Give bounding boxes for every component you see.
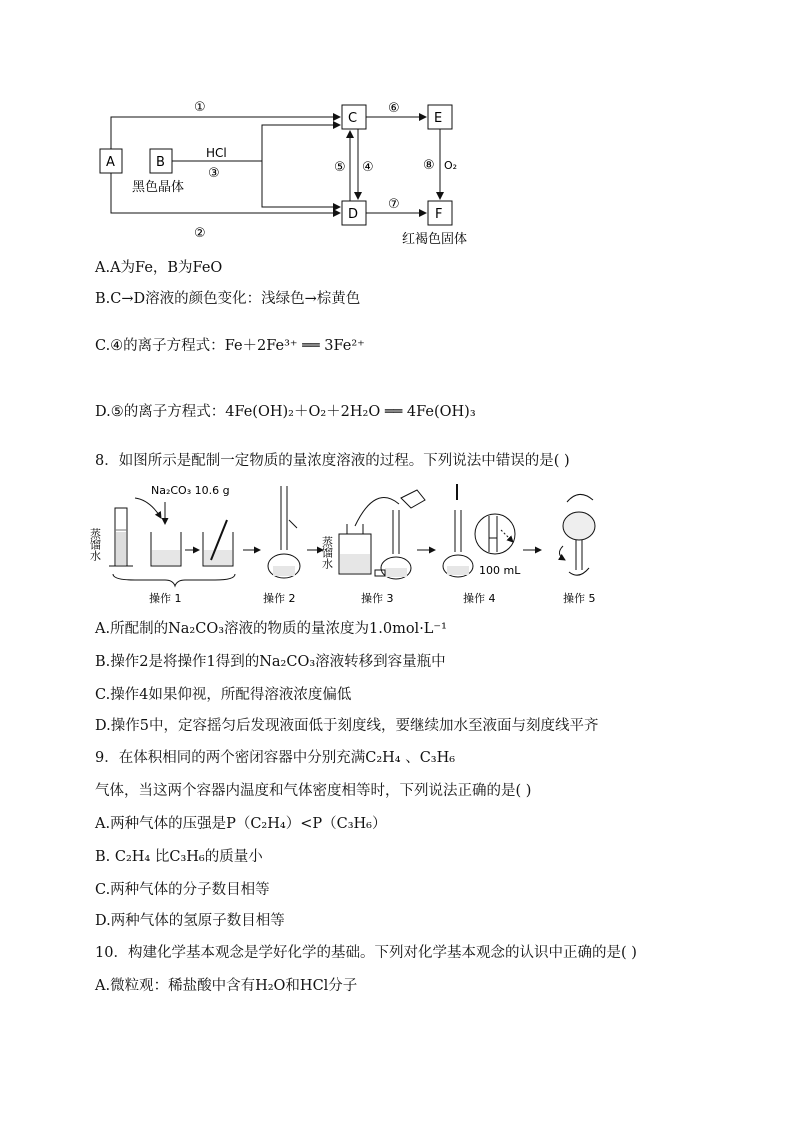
route-5-label: ⑤	[334, 160, 346, 175]
route-2-label: ②	[194, 226, 206, 241]
iron-conversion-diagram	[90, 95, 500, 255]
volumetric-flask-icon-2	[375, 490, 425, 579]
q7-option-c	[95, 336, 365, 356]
route-4-label: ④	[362, 160, 374, 175]
beaker-icon-1	[151, 532, 181, 566]
q9-option-c: C.两种气体的分子数目相等	[95, 882, 270, 898]
volumetric-flask-icon-1	[268, 486, 300, 578]
q9-option-a: A.两种气体的压强是P（C₂H₄）<P（C₃H₆）	[95, 816, 387, 832]
op1-label: 操作 1	[149, 592, 182, 605]
f-caption: 红褐色固体	[402, 232, 468, 247]
route-1-label: ①	[194, 100, 206, 115]
beaker-icon-2	[203, 520, 233, 566]
water-label-1: 蒸馏水	[88, 528, 102, 561]
op1-brace	[113, 574, 235, 586]
q8-option-b: B.操作2是将操作1得到的Na₂CO₃溶液转移到容量瓶中	[95, 654, 446, 670]
q7-option-a: A.A为Fe，B为FeO	[95, 260, 223, 276]
shaking-flask-icon	[559, 494, 595, 575]
b-caption: 黑色晶体	[132, 180, 185, 195]
water-label-2: 蒸馏水	[320, 536, 334, 569]
q7-option-d-prefix: D.⑤的离子方程式：	[95, 404, 226, 420]
q7-option-c-equation: Fe＋2Fe³⁺ ══ 3Fe²⁺	[224, 338, 365, 354]
magnified-view-icon	[475, 514, 515, 554]
node-d-label: D	[348, 207, 359, 222]
node-b-label: B	[156, 155, 165, 170]
arrow-hcl-to-c	[262, 125, 340, 161]
q9-stem-line-1: 9．在体积相同的两个密闭容器中分别充满C₂H₄ 、C₃H₆	[95, 750, 456, 766]
na2co3-label: Na₂CO₃ 10.6 g	[151, 484, 230, 497]
q7-option-d-equation: 4Fe(OH)₂＋O₂＋2H₂O ══ 4Fe(OH)₃	[225, 404, 476, 420]
node-c-label: C	[348, 111, 358, 126]
q7-option-b: B.C→D溶液的颜色变化：浅绿色→棕黄色	[95, 291, 361, 307]
q8-option-c: C.操作4如果仰视，所配得溶液浓度偏低	[95, 687, 352, 703]
arrow-hcl-to-d	[262, 161, 340, 207]
hcl-label: HCl	[206, 146, 227, 160]
q8-option-d: D.操作5中，定容摇匀后发现液面低于刻度线，要继续加水至液面与刻度线平齐	[95, 718, 599, 734]
graduated-cylinder-icon	[109, 508, 133, 566]
op3-label: 操作 3	[361, 592, 394, 605]
route-7-label: ⑦	[388, 197, 400, 212]
arrow-a-to-c	[111, 117, 340, 149]
q10-stem: 10．构建化学基本观念是学好化学的基础。下列对化学基本观念的认识中正确的是( )	[95, 945, 637, 961]
q9-option-d: D.两种气体的氢原子数目相等	[95, 913, 285, 929]
solution-preparation-figure	[88, 480, 615, 610]
route-3-label: ③	[208, 166, 220, 181]
q9-option-b: B. C₂H₄ 比C₃H₆的质量小	[95, 849, 263, 865]
route-6-label: ⑥	[388, 101, 400, 116]
node-e-label: E	[434, 111, 443, 126]
o2-label: O₂	[444, 159, 458, 172]
node-f-label: F	[435, 207, 443, 222]
op2-label: 操作 2	[263, 592, 296, 605]
q8-stem: 8．如图所示是配制一定物质的量浓度溶液的过程。下列说法中错误的是( )	[95, 453, 570, 469]
pour-arrow	[135, 498, 161, 518]
q10-option-a: A.微粒观：稀盐酸中含有H₂O和HCl分子	[95, 978, 358, 994]
q8-option-a: A.所配制的Na₂CO₃溶液的物质的量浓度为1.0mol·L⁻¹	[95, 621, 447, 637]
volumetric-flask-icon-3	[443, 484, 473, 577]
q7-option-c-prefix: C.④的离子方程式：	[95, 338, 225, 354]
q9-stem-line-2: 气体，当这两个容器内温度和气体密度相等时，下列说法正确的是( )	[95, 783, 532, 799]
node-a-label: A	[106, 155, 115, 170]
wash-bottle-icon	[339, 498, 399, 574]
op5-label: 操作 5	[563, 592, 596, 605]
q7-option-d	[95, 402, 476, 422]
route-8-label: ⑧	[423, 158, 435, 173]
volume-label: 100 mL	[479, 564, 521, 577]
op4-label: 操作 4	[463, 592, 496, 605]
